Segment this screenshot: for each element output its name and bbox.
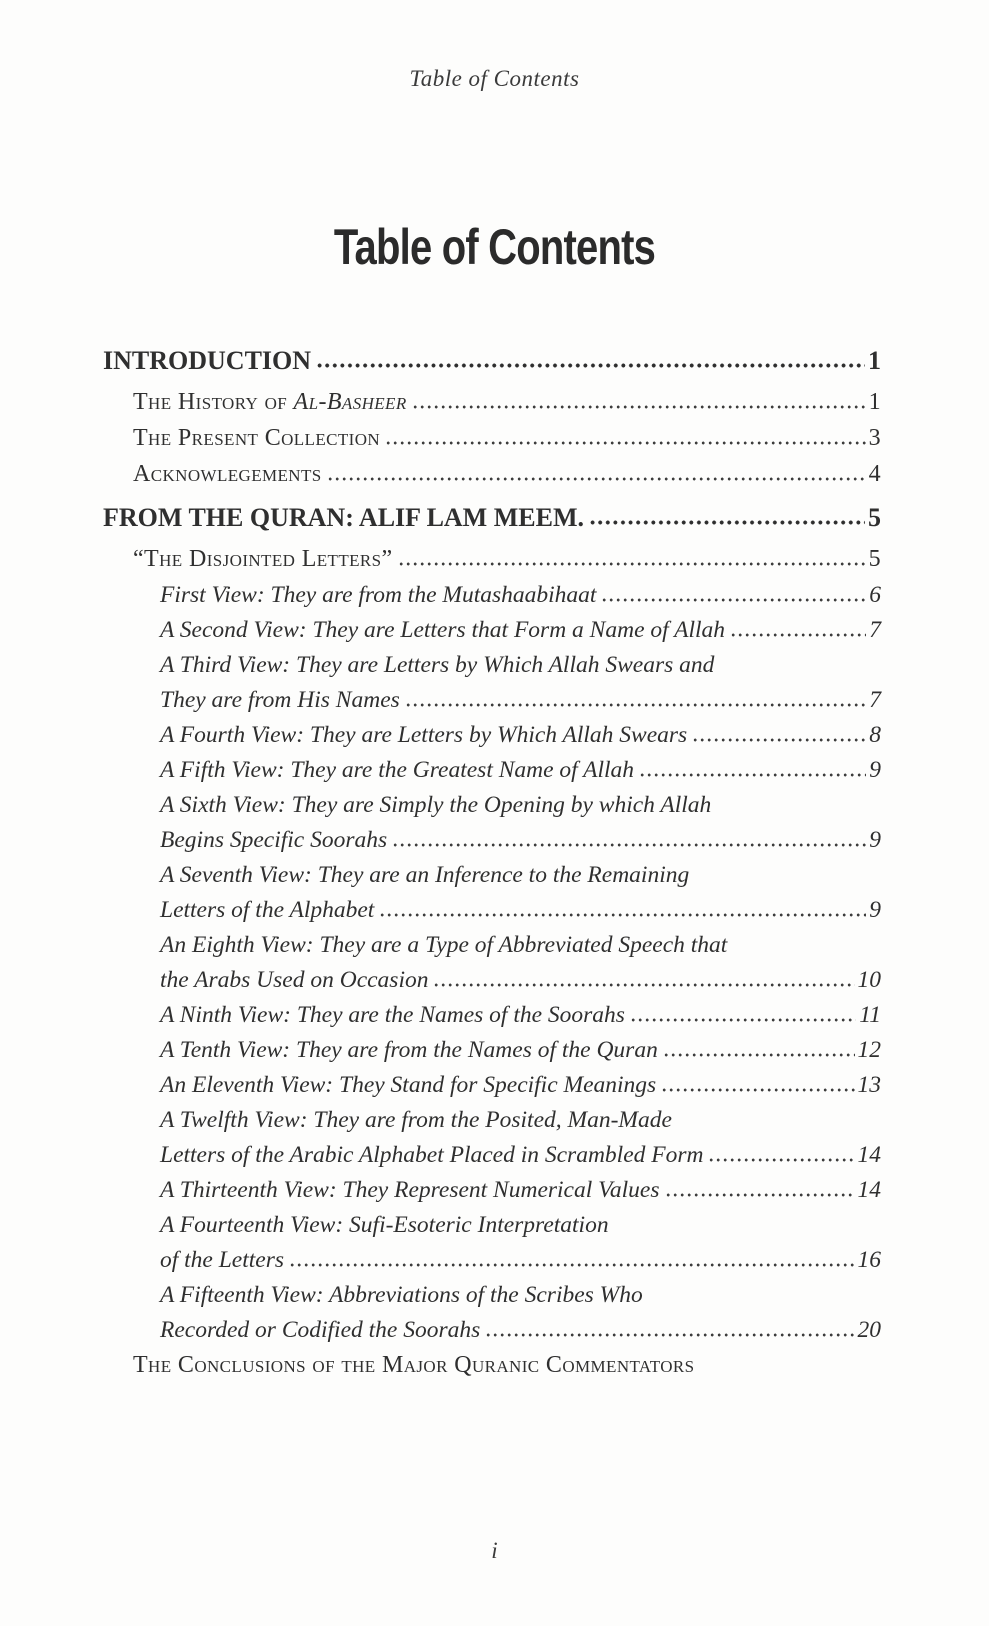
toc-line <box>103 503 881 533</box>
toc-line <box>160 687 881 714</box>
toc-entry-text: They are from His Names <box>160 687 400 713</box>
dot-leader <box>664 1051 855 1059</box>
toc-entry <box>103 461 881 488</box>
toc-page-number: 4 <box>868 461 881 487</box>
toc-page-number: 14 <box>857 1142 881 1168</box>
toc-line <box>133 546 881 573</box>
toc-entry-text: The Present Collection <box>133 425 381 451</box>
toc-entry-text: A Seventh View: They are an Inference to the Remaining <box>160 862 690 888</box>
toc-line <box>160 1072 881 1099</box>
toc-page-number: 9 <box>869 897 881 923</box>
toc-page-number: 16 <box>857 1247 881 1273</box>
toc-page-number: 7 <box>869 617 881 643</box>
toc-entry-text: A Sixth View: They are Simply the Opening by which Allah <box>160 792 712 818</box>
toc-page-number: 20 <box>857 1317 881 1343</box>
toc-line <box>160 1177 881 1204</box>
page-title: Table of Contents <box>333 219 656 275</box>
toc-page-number: 7 <box>869 687 881 713</box>
toc-line <box>160 1212 881 1239</box>
toc-page-number: 12 <box>857 1037 881 1063</box>
dot-leader <box>317 361 865 370</box>
toc-entry <box>103 425 881 452</box>
toc-line <box>160 652 881 679</box>
toc-entry-text: A Twelfth View: They are from the Posited, Man-Made <box>160 1107 672 1133</box>
toc-line <box>160 897 881 924</box>
dot-leader <box>602 596 866 604</box>
toc-entry-text: Acknowlegements <box>133 461 322 487</box>
toc-page-number: 13 <box>857 1072 881 1098</box>
toc-entry <box>103 1037 881 1064</box>
toc-page-number: 5 <box>868 546 881 572</box>
toc-entry-text: A Fifteenth View: Abbreviations of the Scribes Who <box>160 1282 643 1308</box>
toc-entry-text: the Arabs Used on Occasion <box>160 967 429 993</box>
toc-line <box>160 932 881 959</box>
dot-leader <box>386 439 866 447</box>
toc-entry-text: First View: They are from the Mutashaabihaat <box>160 582 597 608</box>
dot-leader <box>406 701 866 709</box>
toc-line <box>160 722 881 749</box>
toc-entry <box>103 582 881 609</box>
dot-leader <box>380 911 866 919</box>
dot-leader <box>290 1261 854 1269</box>
toc-page-number: 1 <box>868 346 881 375</box>
toc-entry-text: A Fourth View: They are Letters by Which Allah Swears <box>160 722 688 748</box>
toc-entry <box>103 503 881 533</box>
toc-entry-text: Recorded or Codified the Soorahs <box>160 1317 481 1343</box>
toc-line <box>160 792 881 819</box>
toc-page-number: 6 <box>869 582 881 608</box>
toc-entry-text: A Ninth View: They are the Names of the Soorahs <box>160 1002 625 1028</box>
dot-leader <box>709 1156 854 1164</box>
toc-entry <box>103 862 881 924</box>
dot-leader <box>666 1191 855 1199</box>
toc-line <box>133 389 881 416</box>
toc-entry <box>103 546 881 573</box>
toc-entry <box>103 1072 881 1099</box>
toc-entry <box>103 792 881 854</box>
dot-leader <box>413 403 866 411</box>
toc-entry-text: The History of Al-Basheer <box>133 389 407 415</box>
toc-page-number: 8 <box>869 722 881 748</box>
toc-entry-text: The Conclusions of the Major Quranic Commentators <box>133 1352 695 1378</box>
toc-entry <box>103 1002 881 1029</box>
toc-line <box>160 1037 881 1064</box>
toc-line <box>103 346 881 376</box>
toc-entry-text: An Eighth View: They are a Type of Abbreviated Speech that <box>160 932 728 958</box>
toc-entry-text: A Second View: They are Letters that Form a Name of Allah <box>160 617 726 643</box>
toc-page-number: 1 <box>868 389 881 415</box>
toc-entry-text: INTRODUCTION <box>103 346 312 375</box>
dot-leader <box>693 736 866 744</box>
toc-page-number: 10 <box>857 967 881 993</box>
toc-entry <box>103 652 881 714</box>
toc-entry <box>103 389 881 416</box>
dot-leader <box>640 771 866 779</box>
toc-page-number: 3 <box>868 425 881 451</box>
toc-line <box>133 1352 881 1379</box>
toc-line <box>160 1282 881 1309</box>
toc-entry-text: A Thirteenth View: They Represent Numerical Values <box>160 1177 660 1203</box>
toc-entry-text: Letters of the Arabic Alphabet Placed in Scrambled Form <box>160 1142 704 1168</box>
toc-entry <box>103 1107 881 1169</box>
toc-line <box>133 461 881 488</box>
toc-line <box>160 1247 881 1274</box>
toc-line <box>160 617 881 644</box>
toc-page-number: 11 <box>859 1002 881 1028</box>
toc-entry <box>103 722 881 749</box>
toc-page-number: 9 <box>869 827 881 853</box>
toc-entry-text: “The Disjointed Letters” <box>133 546 393 572</box>
toc-page-number: 5 <box>868 503 881 532</box>
toc-line <box>133 425 881 452</box>
dot-leader <box>393 841 866 849</box>
toc-line <box>160 967 881 994</box>
toc-line <box>160 1142 881 1169</box>
toc-entry-text: A Fifth View: They are the Greatest Name of Allah <box>160 757 635 783</box>
dot-leader <box>486 1331 854 1339</box>
toc-line <box>160 827 881 854</box>
toc-entry <box>103 757 881 784</box>
toc-entry-text: A Fourteenth View: Sufi-Esoteric Interpretation <box>160 1212 609 1238</box>
dot-leader <box>399 560 866 568</box>
toc-entry-text: Begins Specific Soorahs <box>160 827 388 853</box>
toc-line <box>160 862 881 889</box>
toc-entry-text: A Third View: They are Letters by Which Allah Swears and <box>160 652 715 678</box>
dot-leader <box>434 981 854 989</box>
folio-page-number: i <box>491 1538 498 1563</box>
toc-entry-text: of the Letters <box>160 1247 285 1273</box>
toc-line <box>160 757 881 784</box>
toc-entry-text: FROM THE QURAN: ALIF LAM MEEM. <box>103 503 584 532</box>
toc <box>103 346 881 1388</box>
toc-line <box>160 1002 881 1029</box>
toc-entry <box>103 346 881 376</box>
toc-page-number: 9 <box>869 757 881 783</box>
toc-entry <box>103 1177 881 1204</box>
toc-entry-text: An Eleventh View: They Stand for Specific Meanings <box>160 1072 657 1098</box>
toc-entry <box>103 932 881 994</box>
toc-entry <box>103 1212 881 1274</box>
dot-leader <box>590 518 865 527</box>
dot-leader <box>662 1086 854 1094</box>
toc-entry <box>103 617 881 644</box>
toc-entry-text: Letters of the Alphabet <box>160 897 375 923</box>
dot-leader <box>731 631 866 639</box>
toc-line <box>160 1317 881 1344</box>
toc-page-number: 14 <box>857 1177 881 1203</box>
dot-leader <box>631 1016 856 1024</box>
toc-entry <box>103 1282 881 1344</box>
running-header: Table of Contents <box>409 66 580 91</box>
toc-entry <box>103 1352 881 1379</box>
toc-line <box>160 582 881 609</box>
toc-line <box>160 1107 881 1134</box>
toc-entry-text: A Tenth View: They are from the Names of the Quran <box>160 1037 658 1063</box>
dot-leader <box>328 475 866 483</box>
